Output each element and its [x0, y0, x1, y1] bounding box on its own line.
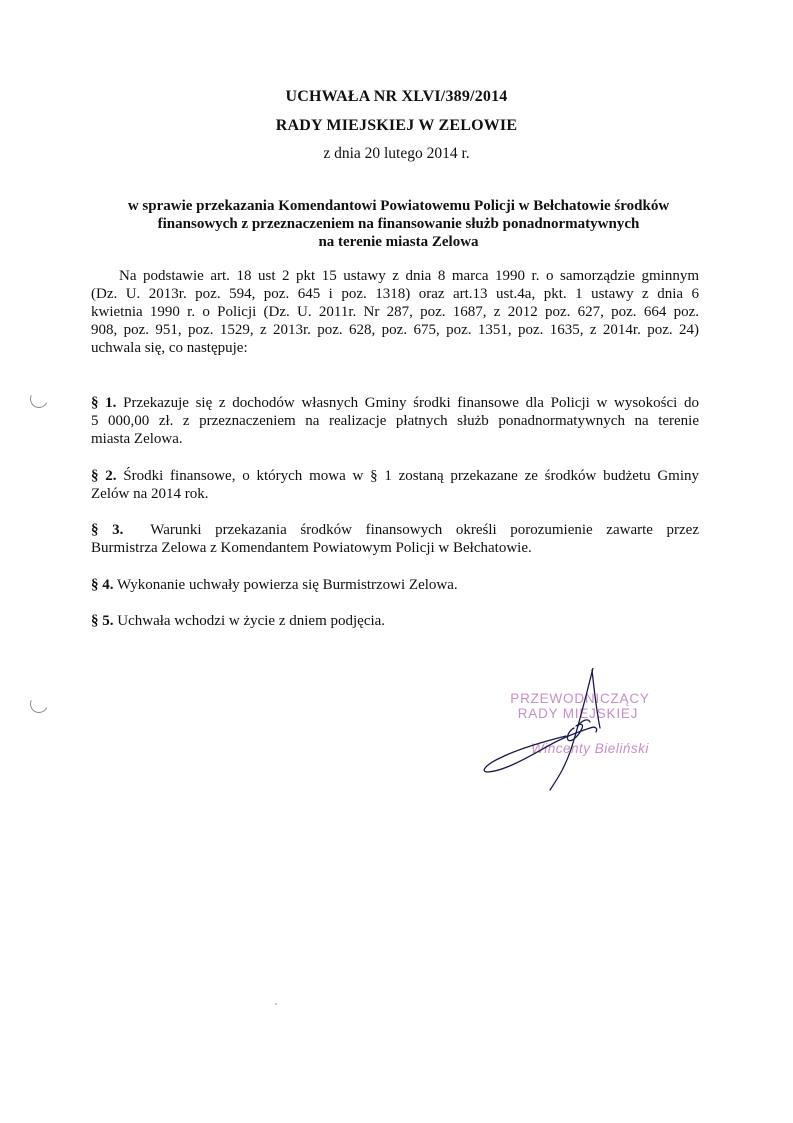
legal-basis-line: (Dz. U. 2013r. poz. 594, poz. 645 i poz. 1318) oraz art.13 ust.4a, pkt. 1 ustawy z dnia 6 [91, 286, 699, 302]
section-text: Zelów na 2014 rok. [91, 486, 209, 502]
chairman-stamp [470, 668, 670, 798]
section-3 [91, 521, 699, 557]
resolution-subject [96, 197, 701, 251]
subject-line: na terenie miasta Zelowa [318, 234, 479, 250]
legal-basis-line: uchwala się, co następuje: [91, 340, 248, 356]
stamp-council: RADY MIEJSKIEJ [517, 706, 639, 721]
section-text: Przekazuje się z dochodów własnych Gminy środki finansowe dla Policji w wysokości do [116, 395, 700, 411]
section-5 [91, 612, 699, 630]
stamp-name: Wincenty Bieliński [531, 741, 649, 756]
section-2 [91, 467, 699, 503]
stamp-title: PRZEWODNICZĄCY [510, 691, 650, 706]
section-text: Uchwała wchodzi w życie z dniem podjęcia. [113, 613, 386, 629]
section-number: § 2. [91, 468, 117, 484]
punch-hole-mark [27, 692, 50, 715]
resolution-title: UCHWAŁA NR XLVI/389/2014 [285, 88, 508, 105]
section-text: Burmistrza Zelowa z Komendantem Powiatowym Policji w Bełchatowie. [91, 540, 532, 556]
section-text: Wykonanie uchwały powierza się Burmistrzowi Zelowa. [113, 577, 458, 593]
section-text: miasta Zelowa. [91, 431, 183, 447]
section-text: 5 000,00 zł. z przeznaczeniem na realizacje płatnych służb ponadnormatywnych na terenie [91, 413, 699, 429]
section-number: § 4. [91, 577, 114, 593]
council-name: RADY MIEJSKIEJ W ZELOWIE [275, 117, 518, 134]
handwritten-signature [470, 668, 670, 798]
section-1 [91, 394, 699, 448]
scan-speck [275, 1003, 277, 1005]
subject-line: finansowych z przeznaczeniem na finansowanie służb ponadnormatywnych [157, 216, 640, 232]
legal-basis-line: Na podstawie art. 18 ust 2 pkt 15 ustawy z dnia 8 marca 1990 r. o samorządzie gminnym [119, 268, 699, 284]
resolution-date: z dnia 20 lutego 2014 r. [323, 145, 470, 162]
section-number: § 5. [91, 613, 114, 629]
section-text: Warunki przekazania środków finansowych określi porozumienie zawarte przez [123, 522, 699, 538]
legal-basis-line: 908, poz. 951, poz. 1529, z 2013r. poz. 628, poz. 675, poz. 1351, poz. 1635, z 2014r. poz. 24) [91, 322, 699, 338]
subject-line: w sprawie przekazania Komendantowi Powiatowemu Policji w Bełchatowie środków [127, 198, 670, 214]
section-text: Środki finansowe, o których mowa w § 1 zostaną przekazane ze środków budżetu Gminy [116, 468, 699, 484]
punch-hole-mark [27, 387, 50, 410]
section-number: § 1. [91, 395, 117, 411]
legal-basis-paragraph [91, 267, 699, 357]
legal-basis-line: kwietnia 1990 r. o Policji (Dz. U. 2011r. Nr 287, poz. 1687, z 2012 poz. 627, poz. 664 poz. [91, 304, 699, 320]
section-4 [91, 576, 699, 594]
section-number: § 3. [91, 522, 124, 538]
